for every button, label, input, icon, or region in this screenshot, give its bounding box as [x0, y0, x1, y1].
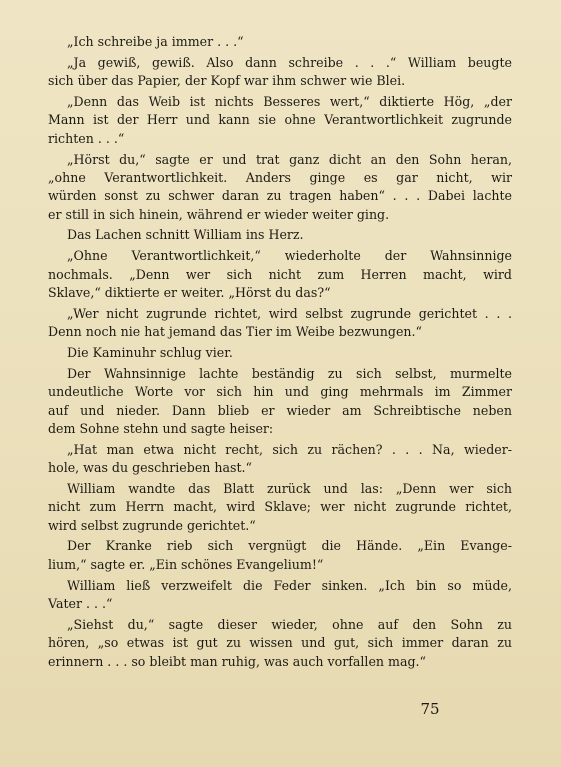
text-line: „Ja gewiß, gewiß. Also dann schreibe . . .“ William beugte: [67, 54, 512, 70]
page-text: [48, 33, 512, 671]
text-line: Die Kaminuhr schlug vier.: [67, 344, 233, 360]
text-line: „Hat man etwa nicht recht, sich zu rächen? . . . Na, wieder-: [67, 441, 512, 457]
text-line: würden sonst zu schwer daran zu tragen haben“ . . . Dabei lachte: [48, 188, 512, 204]
text-line: Vater . . .“: [48, 596, 113, 612]
text-line: nicht zum Herrn macht, wird Sklave; wer nicht zugrunde richtet,: [48, 499, 512, 515]
text-line: nochmals. „Denn wer sich nicht zum Herren macht, wird: [48, 266, 512, 282]
text-line: hole, was du geschrieben hast.“: [48, 460, 252, 476]
text-line: „Siehst du,“ sagte dieser wieder, ohne auf den Sohn zu: [67, 616, 512, 632]
text-line: „Denn das Weib ist nichts Besseres wert,“ diktierte Hög, „der: [67, 93, 512, 109]
text-line: dem Sohne stehn und sagte heiser:: [48, 420, 274, 436]
text-line: erinnern . . . so bleibt man ruhig, was auch vorfallen mag.“: [48, 653, 426, 669]
text-line: „ohne Verantwortlichkeit. Anders ginge es gar nicht, wir: [48, 169, 512, 185]
text-line: Mann ist der Herr und kann sie ohne Verantwortlichkeit zugrunde: [48, 112, 512, 128]
text-line: Der Kranke rieb sich vergnügt die Hände. „Ein Evange-: [67, 538, 512, 554]
text-line: er still in sich hinein, während er wieder weiter ging.: [48, 206, 390, 222]
text-line: „Ohne Verantwortlichkeit,“ wiederholte der Wahnsinnige: [67, 248, 512, 264]
text-line: auf und nieder. Dann blieb er wieder am Schreibtische neben: [48, 402, 512, 418]
text-line: Der Wahnsinnige lachte beständig zu sich selbst, murmelte: [67, 365, 512, 381]
text-line: Sklave,“ diktierte er weiter. „Hörst du das?“: [48, 285, 331, 301]
text-line: lium,“ sagte er. „Ein schönes Evangelium!“: [48, 556, 324, 572]
text-line: sich über das Papier, der Kopf war ihm schwer wie Blei.: [48, 73, 406, 89]
text-line: richten . . .“: [48, 130, 125, 146]
text-line: „Wer nicht zugrunde richtet, wird selbst zugrunde gerichtet . . .: [67, 305, 512, 321]
text-line: Denn noch nie hat jemand das Tier im Weibe bezwungen.“: [48, 324, 422, 340]
text-line: hören, „so etwas ist gut zu wissen und gut, sich immer daran zu: [48, 635, 512, 651]
text-line: William ließ verzweifelt die Feder sinken. „Ich bin so müde,: [67, 577, 512, 593]
text-line: undeutliche Worte vor sich hin und ging mehrmals im Zimmer: [48, 384, 512, 400]
text-line: „Hörst du,“ sagte er und trat ganz dicht an den Sohn heran,: [67, 151, 512, 167]
text-line: wird selbst zugrunde gerichtet.“: [48, 517, 256, 533]
text-line: Das Lachen schnitt William ins Herz.: [67, 227, 304, 243]
page-number: 75: [420, 700, 440, 718]
text-line: William wandte das Blatt zurück und las: „Denn wer sich: [67, 480, 512, 496]
text-line: „Ich schreibe ja immer . . .“: [67, 34, 244, 49]
